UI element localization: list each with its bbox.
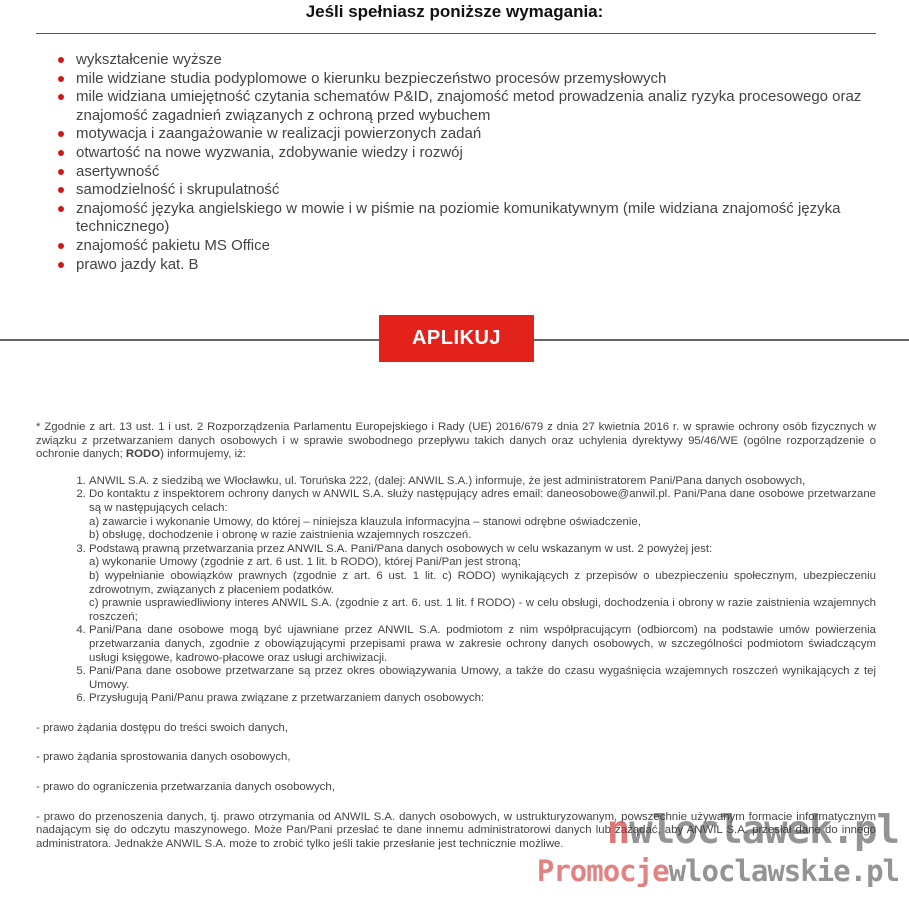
- gdpr-rights: [36, 722, 876, 852]
- gdpr-subitem: c) prawnie usprawiedliwiony interes ANWIL S.A. (zgodnie z art. 6. ust. 1 lit. f RODO) - w celu obsługi, dochodzenia i obrony w razie zaistnienia wzajemnych roszczeń;: [89, 597, 876, 623]
- apply-button[interactable]: APLIKUJ: [379, 315, 534, 362]
- requirement-text: asertywność: [76, 162, 160, 180]
- requirement-text: motywacja i zaangażowanie w realizacji powierzonych zadań: [76, 125, 482, 143]
- requirements-list: [58, 51, 878, 274]
- bullet-icon: [58, 243, 64, 249]
- gdpr-subitem: a) wykonanie Umowy (zgodnie z art. 6 ust. 1 lit. b RODO), której Pani/Pan jest stroną;: [89, 556, 521, 569]
- requirement-text: otwartość na nowe wyzwania, zdobywanie wiedzy i rozwój: [76, 143, 463, 161]
- requirement-text: znajomość pakietu MS Office: [76, 236, 270, 254]
- gdpr-right: - prawo żądania dostępu do treści swoich danych,: [36, 721, 289, 734]
- requirement-item: [58, 144, 878, 163]
- requirement-item: [58, 256, 878, 275]
- heading-divider: [36, 33, 876, 34]
- requirement-item: [58, 51, 878, 70]
- gdpr-item-text: Podstawą prawną przetwarzania przez ANWIL S.A. Pani/Pana danych osobowych w celu wskazanym w ust. 2 powyżej jest:: [89, 542, 713, 555]
- bullet-icon: [58, 150, 64, 156]
- gdpr-item-text: Przysługują Pani/Panu prawa związane z przetwarzaniem danych osobowych:: [89, 692, 485, 705]
- requirement-text: mile widziana umiejętność czytania schematów P&ID, znajomość metod prowadzenia analiz ryzyka procesowego oraz znajomość zagadnień związanych z ochroną przed wybuchem: [76, 88, 862, 124]
- requirement-text: prawo jazdy kat. B: [76, 255, 199, 273]
- bullet-icon: [58, 262, 64, 268]
- watermark-top-accent: n: [606, 808, 630, 853]
- gdpr-intro-end: ) informujemy, iż:: [160, 448, 246, 461]
- gdpr-subitem: a) zawarcie i wykonanie Umowy, do której – niniejsza klauzula informacyjna – stanowi odrębne oświadczenie,: [89, 515, 641, 528]
- requirement-item: [58, 163, 878, 182]
- gdpr-item-text: Pani/Pana dane osobowe przetwarzane są przez okres obowiązywania Umowy, a także do czasu wygaśnięcia wzajemnych roszczeń wynikających z tej Umowy.: [89, 665, 876, 691]
- gdpr-item-text: Do kontaktu z inspektorem ochrony danych w ANWIL S.A. służy następujący adres email: daneosobowe@anwil.pl. Pani/Pana dane osobowe przetwarzane są w następujących celach:: [89, 488, 876, 514]
- bullet-icon: [58, 187, 64, 193]
- requirement-item: [58, 88, 878, 125]
- gdpr-right: - prawo do ograniczenia przetwarzania danych osobowych,: [36, 781, 335, 794]
- gdpr-item: [89, 543, 876, 625]
- gdpr-subitem: b) wypełnianie obowiązków prawnych (zgodnie z art. 6 ust. 1 lit. c) RODO) wynikających z przepisów o ubezpieczeniu społecznym, ubezpieczeniu zdrowotnym, związanych z płaceniem podatków.: [89, 569, 876, 596]
- bullet-icon: [58, 94, 64, 100]
- requirement-item: [58, 181, 878, 200]
- requirement-text: wykształcenie wyższe: [76, 51, 222, 68]
- gdpr-right: - prawo żądania sprostowania danych osobowych,: [36, 751, 291, 764]
- bullet-icon: [58, 76, 64, 82]
- bullet-icon: [58, 206, 64, 212]
- gdpr-intro: [36, 421, 876, 462]
- requirement-text: mile widziane studia podyplomowe o kierunku bezpieczeństwo procesów przemysłowych: [76, 69, 667, 87]
- gdpr-items: [36, 475, 876, 706]
- bullet-icon: [58, 57, 64, 63]
- requirements-heading: Jeśli spełniasz poniższe wymagania:: [305, 2, 604, 21]
- watermark-bottom: [537, 854, 899, 888]
- gdpr-item: [89, 692, 876, 706]
- watermark-bottom-accent: Promocje: [536, 854, 669, 888]
- requirement-item: [58, 200, 878, 237]
- bullet-icon: [58, 131, 64, 137]
- gdpr-right: - prawo do przenoszenia danych, tj. prawo otrzymania od ANWIL S.A. danych osobowych, w ustrukturyzowanym, powszechnie używanym formacie informatycznym nadającym się do odczytu maszynowego. Może Pan/Pani przesłać te dane innemu administratorowi danych lub zażądać, aby ANWIL S.A. przesłał dane do innego administratora. Jednakże ANWIL S.A. może to zrobić tylko jeśli takie przesłanie jest technicznie możliwe.: [36, 810, 876, 850]
- requirement-item: [58, 237, 878, 256]
- watermark-top-rest: wloclawek.pl: [629, 808, 899, 853]
- bullet-icon: [58, 169, 64, 175]
- gdpr-item: [89, 665, 876, 692]
- gdpr-item: [89, 624, 876, 665]
- watermark-bottom-rest: wloclawskie.pl: [668, 854, 899, 888]
- gdpr-item: [89, 475, 876, 489]
- requirement-text: znajomość języka angielskiego w mowie i w piśmie na poziomie komunikatywnym (mile widziana znajomość języka technicznego): [76, 199, 841, 236]
- gdpr-subitem: b) obsługę, dochodzenie i obronę w razie zaistnienia wzajemnych roszczeń.: [89, 529, 472, 542]
- gdpr-intro-bold: RODO: [125, 448, 161, 461]
- gdpr-item-text: Pani/Pana dane osobowe mogą być ujawniane przez ANWIL S.A. podmiotom z nim współpracującym (odbiorcom) na podstawie umów powierzenia przetwarzania danych, zgodnie z obowiązującymi przepisami prawa w zakresie ochrony danych osobowych, w szczególności podmiotom świadczącym usługi księgowe, kadrowo-płacowe oraz usługi archiwizacji.: [89, 624, 876, 664]
- requirement-item: [58, 125, 878, 144]
- gdpr-item: [89, 488, 876, 542]
- requirement-item: [58, 70, 878, 89]
- requirement-text: samodzielność i skrupulatność: [76, 181, 280, 199]
- gdpr-intro-text: * Zgodnie z art. 13 ust. 1 i ust. 2 Rozporządzenia Parlamentu Europejskiego i Rady (UE) 2016/679 z dnia 27 kwietnia 2016 r. w sprawie ochrony osób fizycznych w związku z przetwarzaniem danych osobowych i w sprawie swobodnego przepływu takich danych oraz uchylenia dyrektywy 95/46/WE (ogólne rozporządzenie o ochronie danych;: [36, 421, 876, 461]
- gdpr-clause: [36, 421, 876, 851]
- gdpr-item-text: ANWIL S.A. z siedzibą we Włocławku, ul. Toruńska 222, (dalej: ANWIL S.A.) informuje, że jest administratorem Pani/Pana danych osobowych,: [89, 474, 806, 487]
